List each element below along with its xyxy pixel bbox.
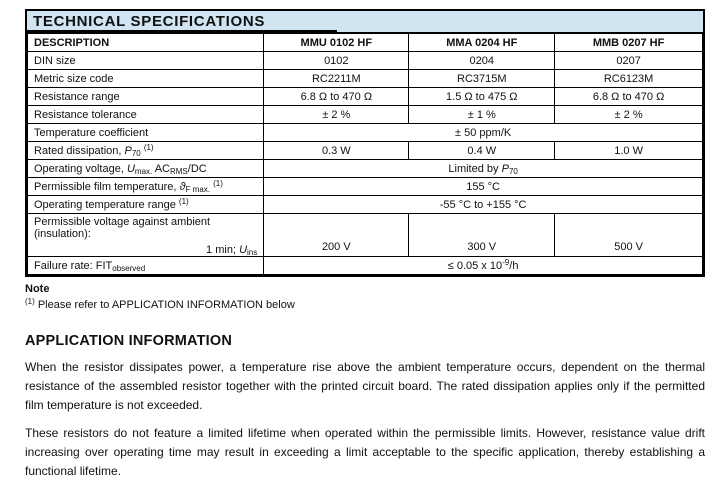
footnote-1: $^{(1)}$ Please refer to APPLICATION INFORMATION below	[25, 297, 295, 311]
spec-label-cell: Temperature coefficient	[28, 124, 264, 142]
spec-value-cell: RC3715M	[409, 70, 555, 88]
table-row	[28, 124, 703, 142]
column-header-mma-0204-hf: MMA 0204 HF	[409, 34, 555, 52]
spec-value-cell: RC6123M	[555, 70, 703, 88]
spec-value-cell: 0207	[555, 52, 703, 70]
application-information-heading: APPLICATION INFORMATION	[25, 333, 233, 349]
spec-label-cell	[28, 214, 264, 257]
spec-value-cell: 0.3 W	[264, 142, 409, 160]
section-header-technical-specifications	[27, 11, 703, 33]
column-header-description: DESCRIPTION	[28, 34, 264, 52]
spec-label-cell: DIN size	[28, 52, 264, 70]
spec-label-cell: Operating temperature range $^{(1)}$	[28, 196, 264, 214]
table-row	[28, 70, 703, 88]
note-heading: Note	[25, 283, 50, 295]
spec-table	[27, 33, 703, 275]
spec-value-cell: ± 2 %	[264, 106, 409, 124]
spec-value-cell: 300 V	[409, 214, 555, 257]
spec-value-cell: 0204	[409, 52, 555, 70]
spec-label-cell: Failure rate: $FIT_{observed}$	[28, 257, 264, 275]
technical-specifications-section	[25, 9, 705, 277]
spec-label-cell: Operating voltage, $U_{max.}$ $AC_{RMS}/DC$	[28, 160, 264, 178]
spec-value-cell: 1.5 Ω to 475 Ω	[409, 88, 555, 106]
table-row	[28, 106, 703, 124]
spec-value-cell: 200 V	[264, 214, 409, 257]
spec-sublabel: 1 min; $U_{ins}$	[206, 244, 258, 257]
app-info-paragraph: These resistors do not feature a limited lifetime when operated within the permissible limits. However, resistance value drift increasing over operating time may result in exceeding a limit acceptable to the specific application, thereby establishing a functional lifetime.	[25, 426, 705, 478]
spec-value-span-cell: Limited by $P_{70}$	[264, 160, 703, 178]
title-underline	[27, 30, 337, 33]
application-information-body	[25, 358, 705, 481]
spec-value-cell: RC2211M	[264, 70, 409, 88]
table-row	[28, 88, 703, 106]
spec-value-span-cell: -55 °C to +155 °C	[264, 196, 703, 214]
table-row	[28, 178, 703, 196]
app-info-paragraph: When the resistor dissipates power, a temperature rise above the ambient temperature occurs, dependent on the thermal resistance of the assembled resistor together with the printed circuit board. The rated dissipation applies only if the permitted film temperature is not exceeded.	[25, 360, 705, 412]
spec-value-span-cell: ≤ 0.05 x $10^{-9}/h$	[264, 257, 703, 275]
spec-value-span-cell: ± 50 ppm/K	[264, 124, 703, 142]
spec-value-cell: 1.0 W	[555, 142, 703, 160]
table-row	[28, 52, 703, 70]
spec-label: Permissible voltage against ambient (insulation):	[34, 216, 211, 240]
spec-value-cell: 0.4 W	[409, 142, 555, 160]
spec-value-span-cell: 155 °C	[264, 178, 703, 196]
table-row	[28, 142, 703, 160]
spec-label-cell: Metric size code	[28, 70, 264, 88]
column-header-mmu-0102-hf: MMU 0102 HF	[264, 34, 409, 52]
spec-value-cell: 6.8 Ω to 470 Ω	[264, 88, 409, 106]
column-header-row	[28, 34, 703, 52]
table-row	[28, 160, 703, 178]
spec-label-cell: Rated dissipation, $P_{70}$ $^{(1)}$	[28, 142, 264, 160]
spec-label-cell: Permissible film temperature, $ϑ_{F max.}$ $^{(1)}$	[28, 178, 264, 196]
spec-label-cell: Resistance tolerance	[28, 106, 264, 124]
spec-value-cell: ± 2 %	[555, 106, 703, 124]
spec-value-cell: 6.8 Ω to 470 Ω	[555, 88, 703, 106]
table-row	[28, 196, 703, 214]
table-row	[28, 257, 703, 275]
spec-value-cell: ± 1 %	[409, 106, 555, 124]
column-header-mmb-0207-hf: MMB 0207 HF	[555, 34, 703, 52]
spec-value-cell: 500 V	[555, 214, 703, 257]
section-title: TECHNICAL SPECIFICATIONS	[33, 13, 266, 30]
table-row	[28, 214, 703, 257]
spec-value-cell: 0102	[264, 52, 409, 70]
spec-label-cell: Resistance range	[28, 88, 264, 106]
